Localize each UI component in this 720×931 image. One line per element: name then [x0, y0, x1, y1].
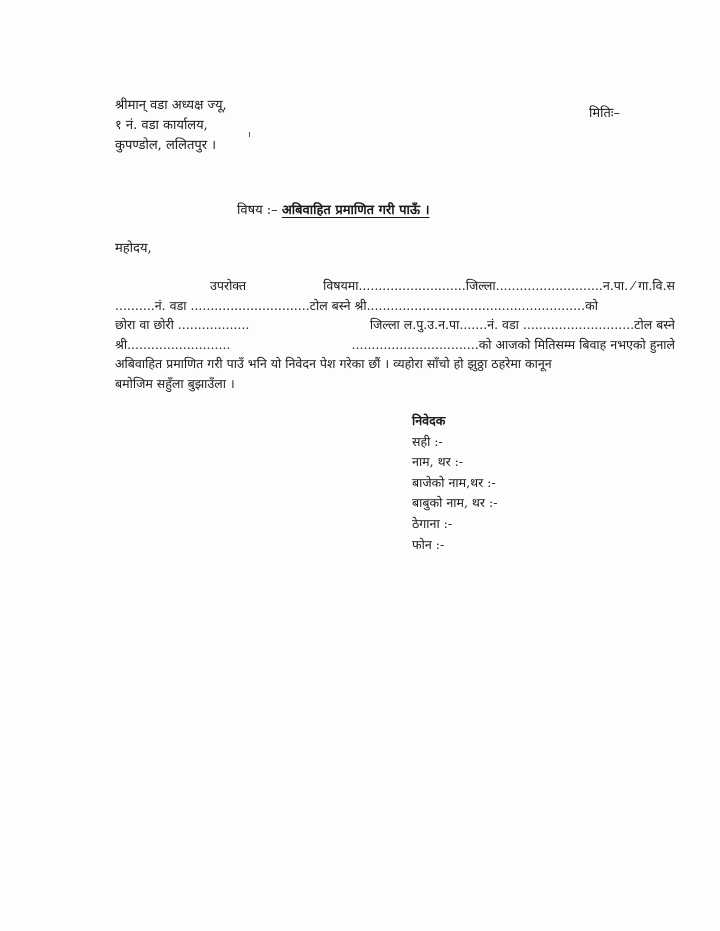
salutation: महोदय,	[115, 241, 152, 256]
body-line	[115, 354, 675, 374]
applicant-field-phone: फोन :-	[412, 536, 445, 552]
body-line-part: अबिवाहित प्रमाणित गरी पाउँ भनि यो निवेदन पेश गरेका छौं । व्यहोरा साँचो हो झुठ्ठा ठहरेमा कानून	[115, 356, 552, 372]
recipient-address	[115, 96, 227, 156]
subject-text: अबिवाहित प्रमाणित गरी पाऊँ ।	[281, 203, 430, 218]
body-line-part: ................................को आजको मितिसम्म बिवाह नभएको हुनाले	[351, 336, 675, 352]
body-line	[115, 335, 675, 355]
recipient-line-1: श्रीमान् वडा अध्यक्ष ज्यू,	[115, 98, 227, 113]
date-label: मितिः–	[589, 106, 621, 121]
body-line-part: उपरोक्त	[210, 278, 247, 293]
applicant-field-address: ठेगाना :-	[412, 515, 453, 531]
applicant-field-father: बाबुको नाम, थर :-	[412, 495, 498, 511]
applicant-field-name: नाम, थर :-	[412, 454, 464, 470]
applicant-block	[412, 411, 497, 555]
body-line-part: बमोजिम सहुँला बुझाउँला ।	[115, 375, 235, 391]
recipient-line-2: १ नं. वडा कार्यालय,	[115, 118, 208, 133]
body-line	[115, 296, 675, 316]
body-line	[115, 374, 675, 394]
application-body	[115, 276, 675, 394]
body-line-part: ..........नं. वडा ..............................टोल बस्ने श्री.......................................................को	[115, 297, 598, 313]
recipient-line-3: कुपण्डोल, ललितपुर ।	[115, 138, 217, 153]
body-line	[115, 315, 675, 335]
body-line	[115, 276, 675, 296]
subject-line	[237, 200, 430, 218]
applicant-heading: निवेदक	[412, 413, 446, 428]
body-line-part: विषयमा...........................जिल्ला...........................न.पा. ⁄ गा.वि.स	[323, 278, 675, 293]
applicant-field-signature: सही :-	[412, 433, 443, 449]
body-line-part: छोरा वा छोरी ..................	[115, 317, 250, 333]
applicant-field-grandfather: बाजेको नाम,थर :-	[412, 474, 496, 490]
body-line-part: जिल्ला ल.पु.उ.न.पा.......नं. वडा ............................टोल बस्ने	[369, 317, 675, 333]
subject-label: विषय :–	[237, 203, 278, 218]
stray-mark	[249, 132, 250, 137]
body-line-part: श्री..........................	[115, 336, 231, 352]
